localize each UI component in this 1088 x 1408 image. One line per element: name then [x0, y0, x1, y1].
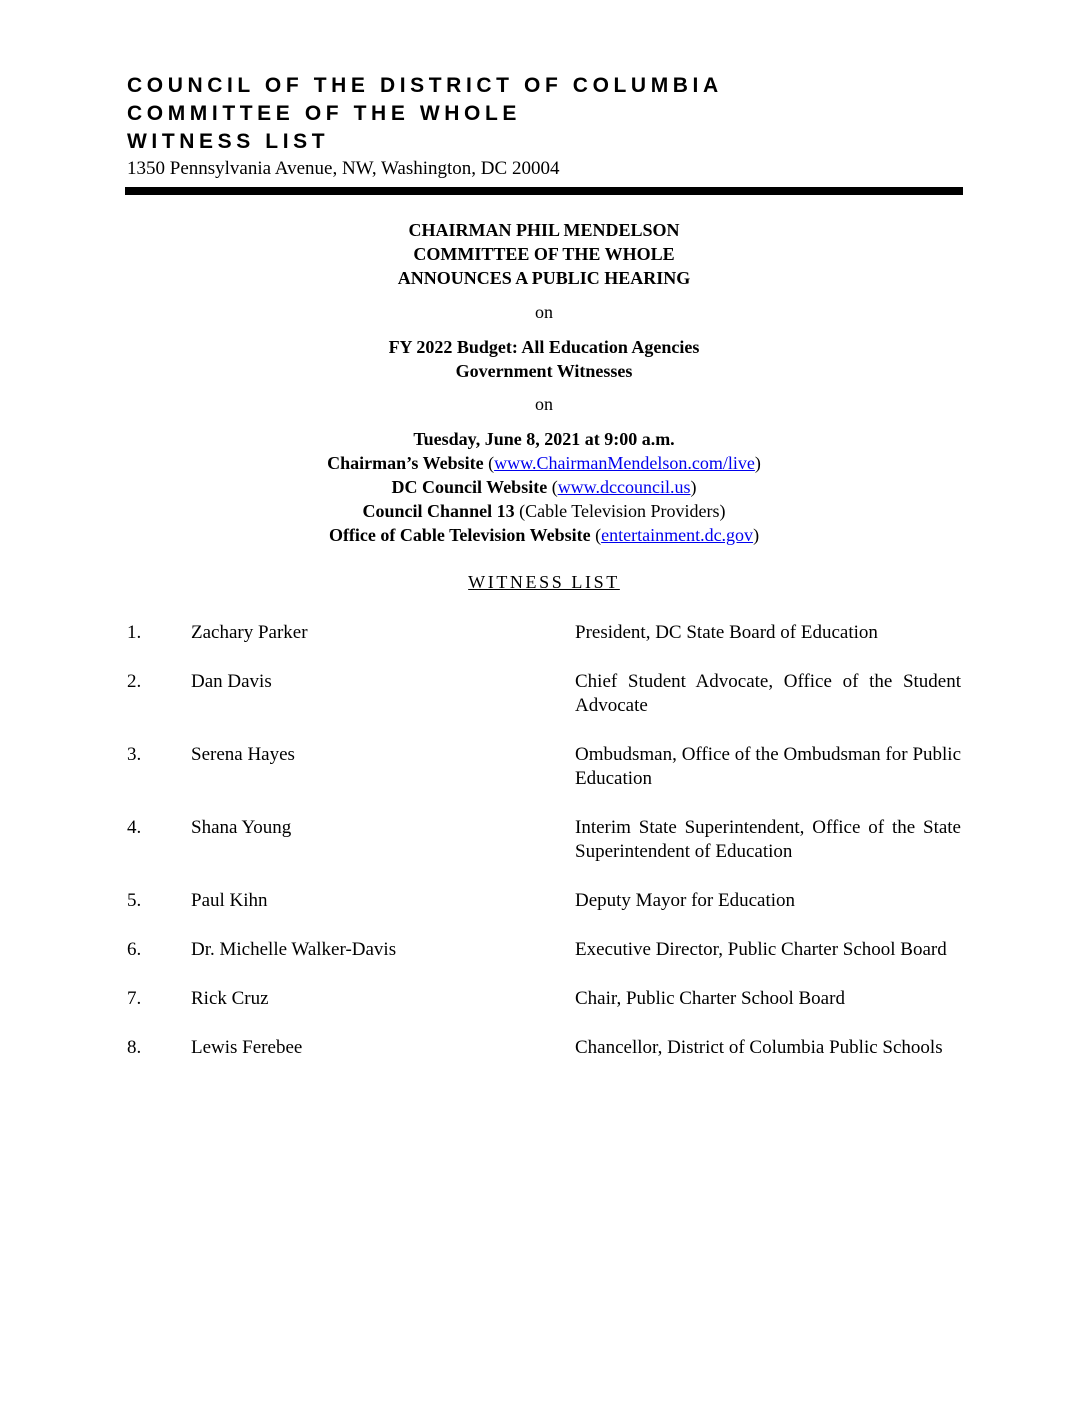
witness-row — [127, 1036, 963, 1060]
witness-title: President, DC State Board of Education — [575, 622, 878, 643]
witness-number: 1. — [127, 622, 142, 643]
oct-website-link[interactable]: entertainment.dc.gov — [601, 525, 754, 545]
announces-line: ANNOUNCES A PUBLIC HEARING — [397, 268, 691, 288]
witness-row — [127, 743, 963, 791]
witness-row — [127, 938, 963, 962]
chairman-website-link[interactable]: www.ChairmanMendelson.com/live — [494, 453, 755, 473]
council-website-label: DC Council Website — [391, 477, 548, 497]
council-address: 1350 Pennsylvania Avenue, NW, Washington, DC 20004 — [127, 158, 560, 179]
on-separator — [125, 392, 963, 416]
witness-name: Serena Hayes — [191, 744, 295, 765]
committee-name: COMMITTEE OF THE WHOLE — [127, 102, 522, 125]
witness-title: Executive Director, Public Charter School Board — [575, 939, 947, 960]
witness-name: Zachary Parker — [191, 622, 308, 643]
paren-close: ) — [754, 453, 761, 473]
on-text: on — [535, 394, 553, 414]
council-website-link[interactable]: www.dccouncil.us — [557, 477, 691, 497]
witness-name: Paul Kihn — [191, 890, 268, 911]
witness-list-title: WITNESS LIST — [468, 572, 620, 592]
subject-line: FY 2022 Budget: All Education Agencies — [388, 337, 700, 357]
channel-label: Council Channel 13 — [362, 501, 515, 521]
witness-number: 8. — [127, 1037, 142, 1058]
header-divider — [125, 187, 963, 195]
letterhead — [127, 72, 963, 181]
paren-close: ) — [753, 525, 760, 545]
witness-name: Dr. Michelle Walker-Davis — [191, 939, 397, 960]
witness-title: Chancellor, District of Columbia Public Schools — [575, 1037, 943, 1058]
channel-note: (Cable Television Providers) — [514, 501, 726, 521]
chairman-line: CHAIRMAN PHIL MENDELSON — [408, 220, 680, 240]
witness-title: Chief Student Advocate, Office of the Student Advocate — [575, 671, 961, 716]
committee-line: COMMITTEE OF THE WHOLE — [413, 244, 675, 264]
witness-name: Dan Davis — [191, 671, 272, 692]
witness-list-heading — [125, 572, 963, 593]
witness-number: 5. — [127, 890, 142, 911]
hearing-subject — [125, 335, 963, 383]
witness-row — [127, 889, 963, 913]
witness-title: Interim State Superintendent, Office of the State Superintendent of Education — [575, 817, 961, 862]
hearing-announcement — [125, 218, 963, 290]
witness-row — [127, 621, 963, 645]
chairman-website-label: Chairman’s Website — [327, 453, 484, 473]
witness-row — [127, 670, 963, 718]
witness-name: Shana Young — [191, 817, 292, 838]
oct-website-label: Office of Cable Television Website — [328, 525, 591, 545]
hearing-details — [125, 427, 963, 547]
on-text: on — [535, 302, 553, 322]
subject-subline: Government Witnesses — [455, 361, 633, 381]
witness-title: Ombudsman, Office of the Ombudsman for Public Education — [575, 744, 961, 789]
witness-list — [127, 621, 963, 1085]
witness-name: Lewis Ferebee — [191, 1037, 303, 1058]
paren-open: ( — [547, 477, 558, 497]
witness-number: 3. — [127, 744, 142, 765]
witness-row — [127, 987, 963, 1011]
council-website-line — [125, 475, 963, 499]
witness-title: Deputy Mayor for Education — [575, 890, 796, 911]
witness-number: 6. — [127, 939, 142, 960]
witness-number: 2. — [127, 671, 142, 692]
witness-row — [127, 816, 963, 864]
hearing-datetime: Tuesday, June 8, 2021 at 9:00 a.m. — [413, 429, 675, 449]
chairman-website-line — [125, 451, 963, 475]
witness-number: 7. — [127, 988, 142, 1009]
council-name: COUNCIL OF THE DISTRICT OF COLUMBIA — [127, 74, 723, 97]
paren-open: ( — [483, 453, 495, 473]
oct-website-line — [125, 523, 963, 547]
document-type: WITNESS LIST — [127, 130, 330, 153]
witness-number: 4. — [127, 817, 142, 838]
witness-title: Chair, Public Charter School Board — [575, 988, 845, 1009]
witness-name: Rick Cruz — [191, 988, 269, 1009]
on-separator — [125, 300, 963, 324]
channel-line — [125, 499, 963, 523]
paren-open: ( — [590, 525, 602, 545]
paren-close: ) — [690, 477, 697, 497]
